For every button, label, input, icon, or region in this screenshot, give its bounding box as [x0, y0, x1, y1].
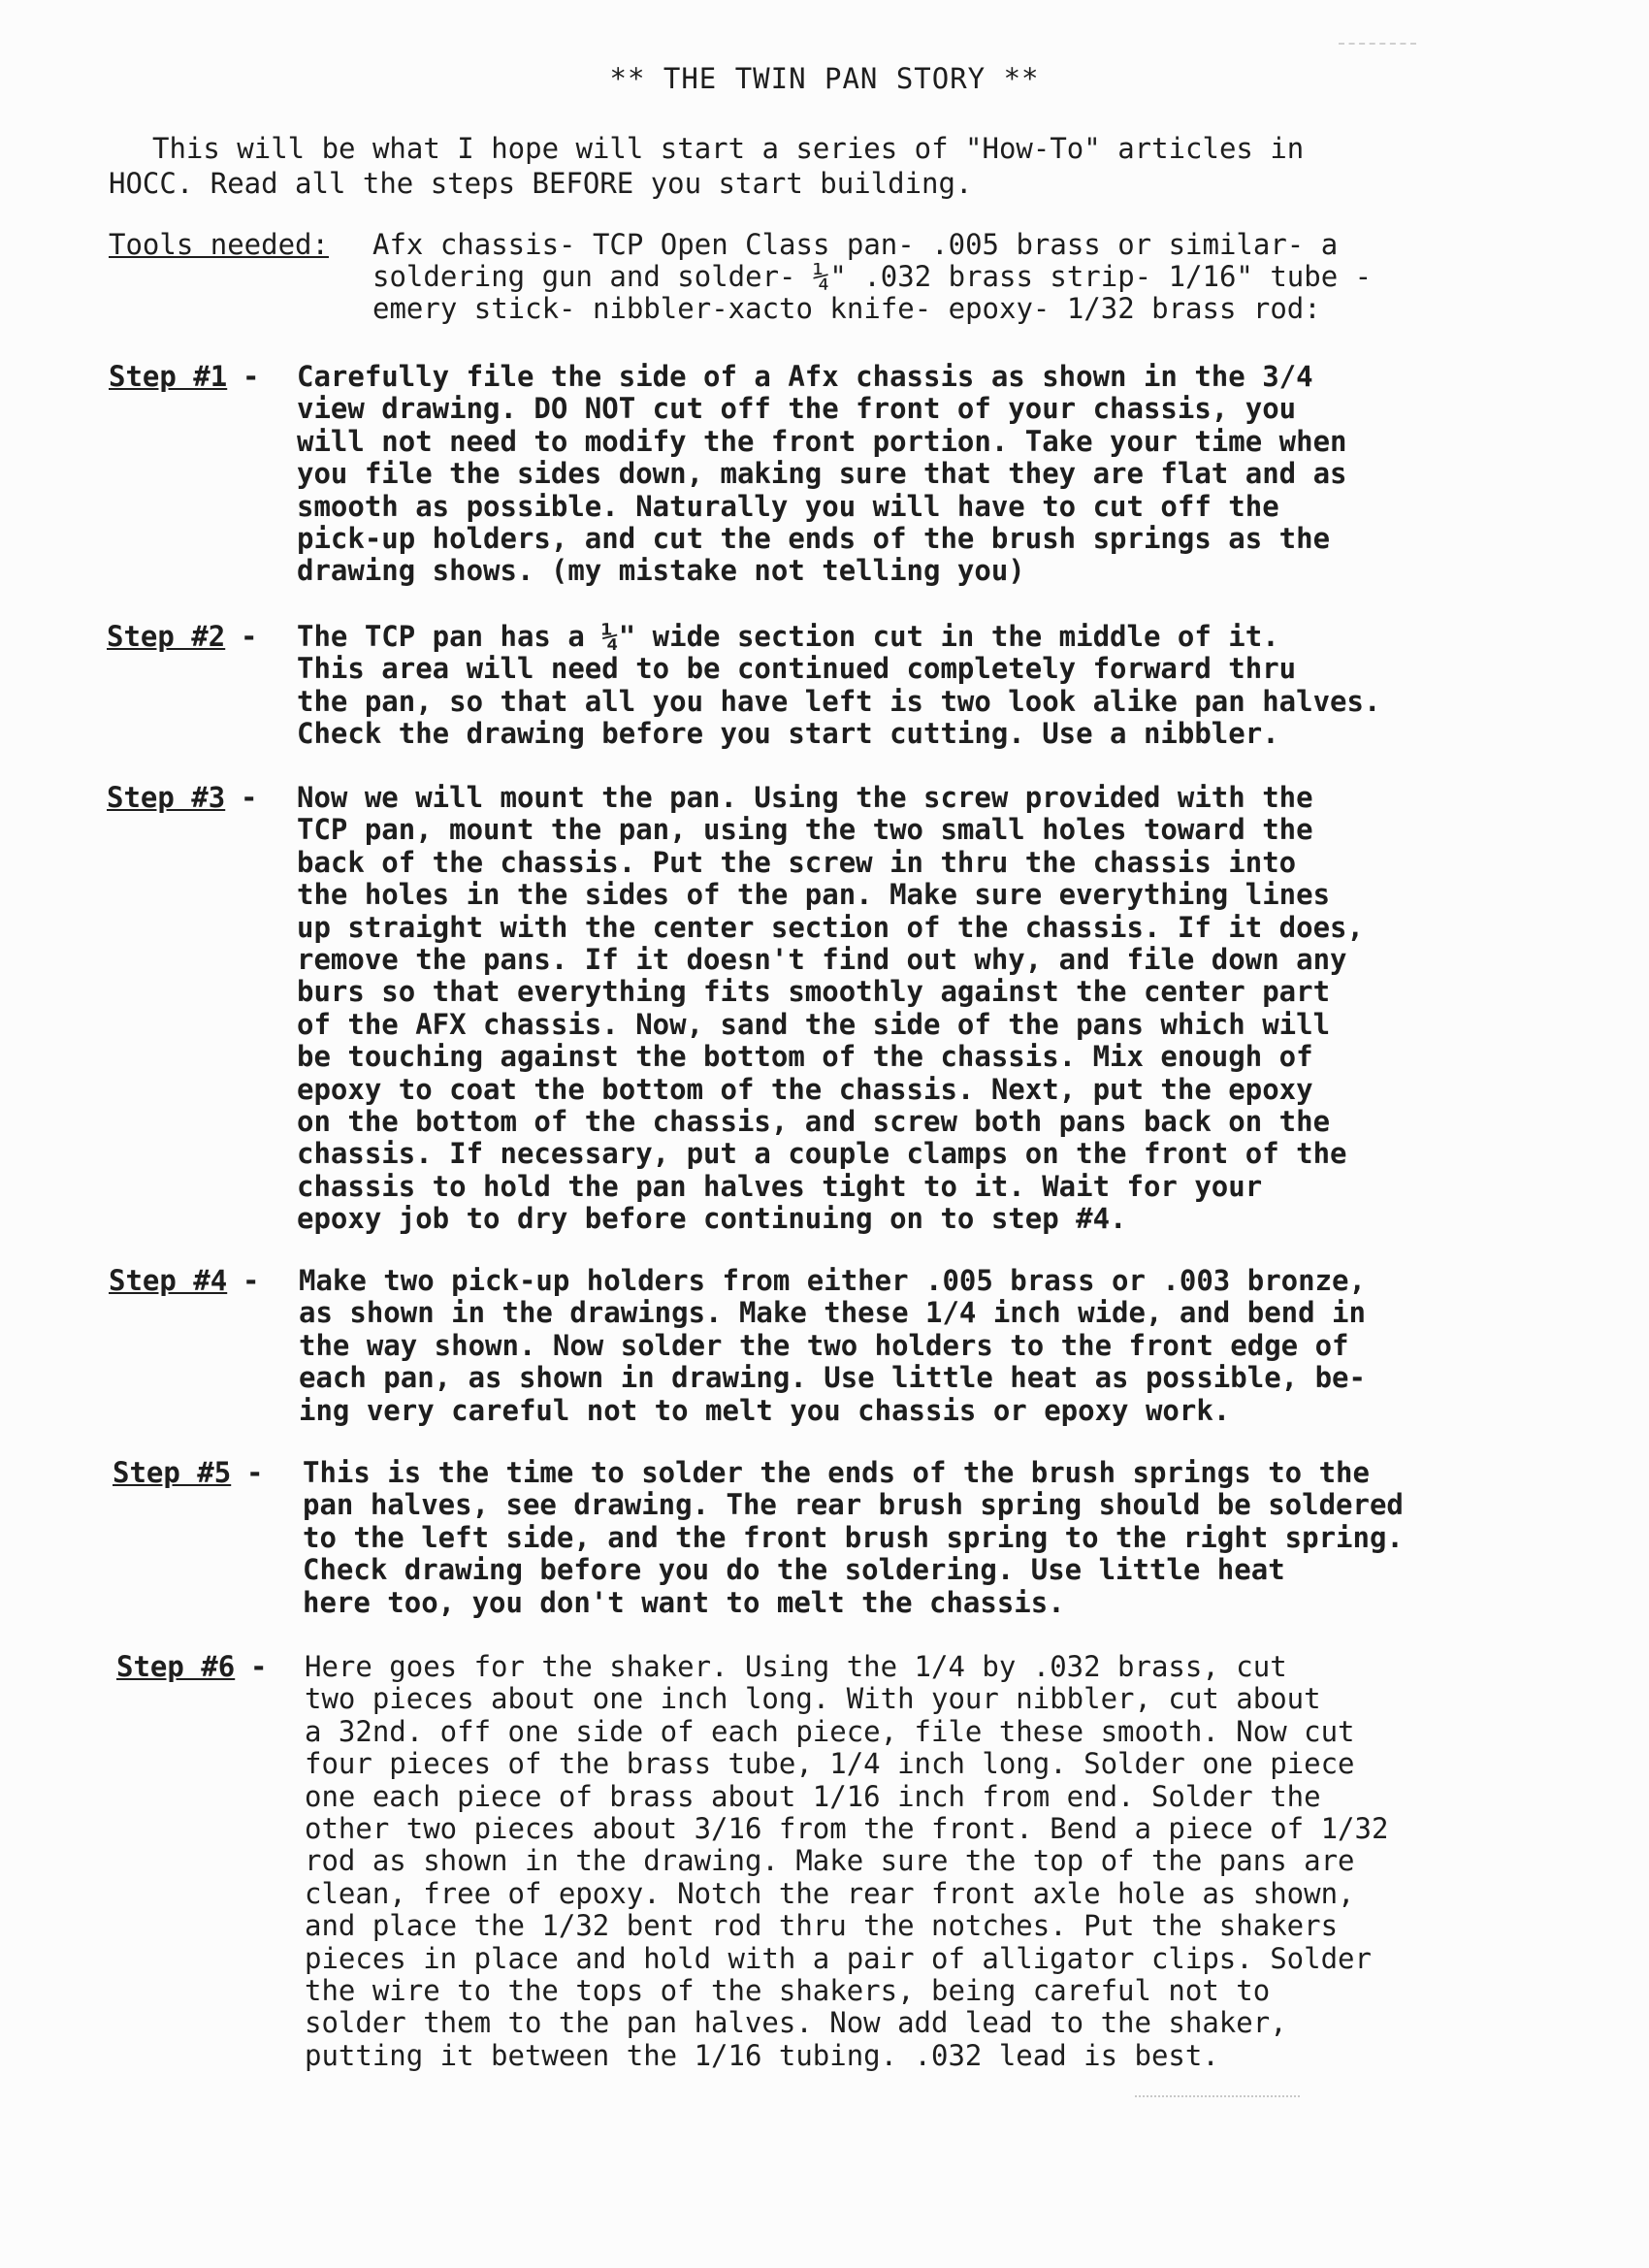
intro-line-1: This will be what I hope will start a series of "How-To" articles in: [152, 132, 1305, 165]
step-5-text: This is the time to solder the ends of the brush springs to the pan halves, see drawing. The rear brush spring should be soldered to the left side, and the front brush spring to the right spring. Check drawing before you do the soldering. Use little heat here too, you don't want to melt the chassis.: [303, 1456, 1404, 1619]
step-3-dash: -: [241, 781, 258, 814]
tools-list: Afx chassis- TCP Open Class pan- .005 brass or similar- a soldering gun and solder- ¼" .032 brass strip- 1/16" tube - emery stick- nibbler-xacto knife- epoxy- 1/32 brass rod:: [372, 228, 1373, 325]
step-6-label: Step #6: [116, 1650, 236, 1683]
continued-mark: [1135, 2095, 1300, 2103]
page-title: ** THE TWIN PAN STORY **: [609, 62, 1040, 95]
intro-paragraph: [109, 131, 1505, 201]
step-3-label: Step #3: [107, 781, 226, 814]
step-5-dash: -: [246, 1456, 264, 1489]
step-2-dash: -: [241, 620, 258, 653]
step-4-text: Make two pick-up holders from either .005 brass or .003 bronze, as shown in the drawings. Make these 1/4 inch wide, and bend in the way shown. Now solder the two holders to the front edge of each pan, as shown in drawing. Use little heat as possible, be- ing very careful not to melt you chassis or epoxy work.: [299, 1264, 1366, 1427]
step-5-label: Step #5: [113, 1456, 232, 1489]
step-2-label: Step #2: [107, 620, 226, 653]
step-4-dash: -: [242, 1264, 260, 1297]
step-4-label: Step #4: [109, 1264, 228, 1297]
tools-label: Tools needed:: [109, 228, 329, 261]
step-3-text: Now we will mount the pan. Using the screw provided with the TCP pan, mount the pan, using the two small holes toward the back of the chassis. Put the screw in thru the chassis into the holes in the sides of the pan. Make sure everything lines up straight with the center section of the chassis. If it does, remove the pans. If it doesn't find out why, and file down any burs so that everything fits smoothly against the center part of the AFX chassis. Now, sand the side of the pans which will be touching against the bottom of the chassis. Mix enough of epoxy to coat the bottom of the chassis. Next, put the epoxy on the bottom of the chassis, and screw both pans back on the chassis. If necessary, put a couple clamps on the front of the chassis to hold the pan halves tight to it. Wait for your epoxy job to dry before continuing on to step #4.: [297, 781, 1364, 1236]
scan-mark: [1339, 43, 1416, 47]
step-1-text: Carefully file the side of a Afx chassis as shown in the 3/4 view drawing. DO NOT cut off the front of your chassis, you will not need to modify the front portion. Take your time when you file the sides down, making sure that they are flat and as smooth as possible. Naturally you will have to cut off the pick-up holders, and cut the ends of the brush springs as the drawing shows. (my mistake not telling you): [297, 360, 1347, 588]
step-6-dash: -: [250, 1650, 268, 1683]
step-1-label: Step #1: [109, 360, 228, 393]
step-2-text: The TCP pan has a ¼" wide section cut in the middle of it. This area will need to be continued completely forward thru the pan, so that all you have left is two look alike pan halves. Check the drawing before you start cutting. Use a nibbler.: [297, 620, 1381, 751]
step-1-dash: -: [242, 360, 260, 393]
step-6-text: Here goes for the shaker. Using the 1/4 by .032 brass, cut two pieces about one inch long. With your nibbler, cut about a 32nd. off one side of each piece, file these smooth. Now cut four pieces of the brass tube, 1/4 inch long. Solder one piece one each piece of brass about 1/16 inch from end. Solder the other two pieces about 3/16 from the front. Bend a piece of 1/32 rod as shown in the drawing. Make sure the top of the pans are clean, free of epoxy. Notch the rear front axle hole as shown, and place the 1/32 bent rod thru the notches. Put the shakers pieces in place and hold with a pair of alligator clips. Solder the wire to the tops of the shakers, being careful not to solder them to the pan halves. Now add lead to the shaker, putting it between the 1/16 tubing. .032 lead is best.: [305, 1650, 1389, 2072]
intro-line-2: HOCC. Read all the steps BEFORE you start building.: [109, 167, 973, 200]
